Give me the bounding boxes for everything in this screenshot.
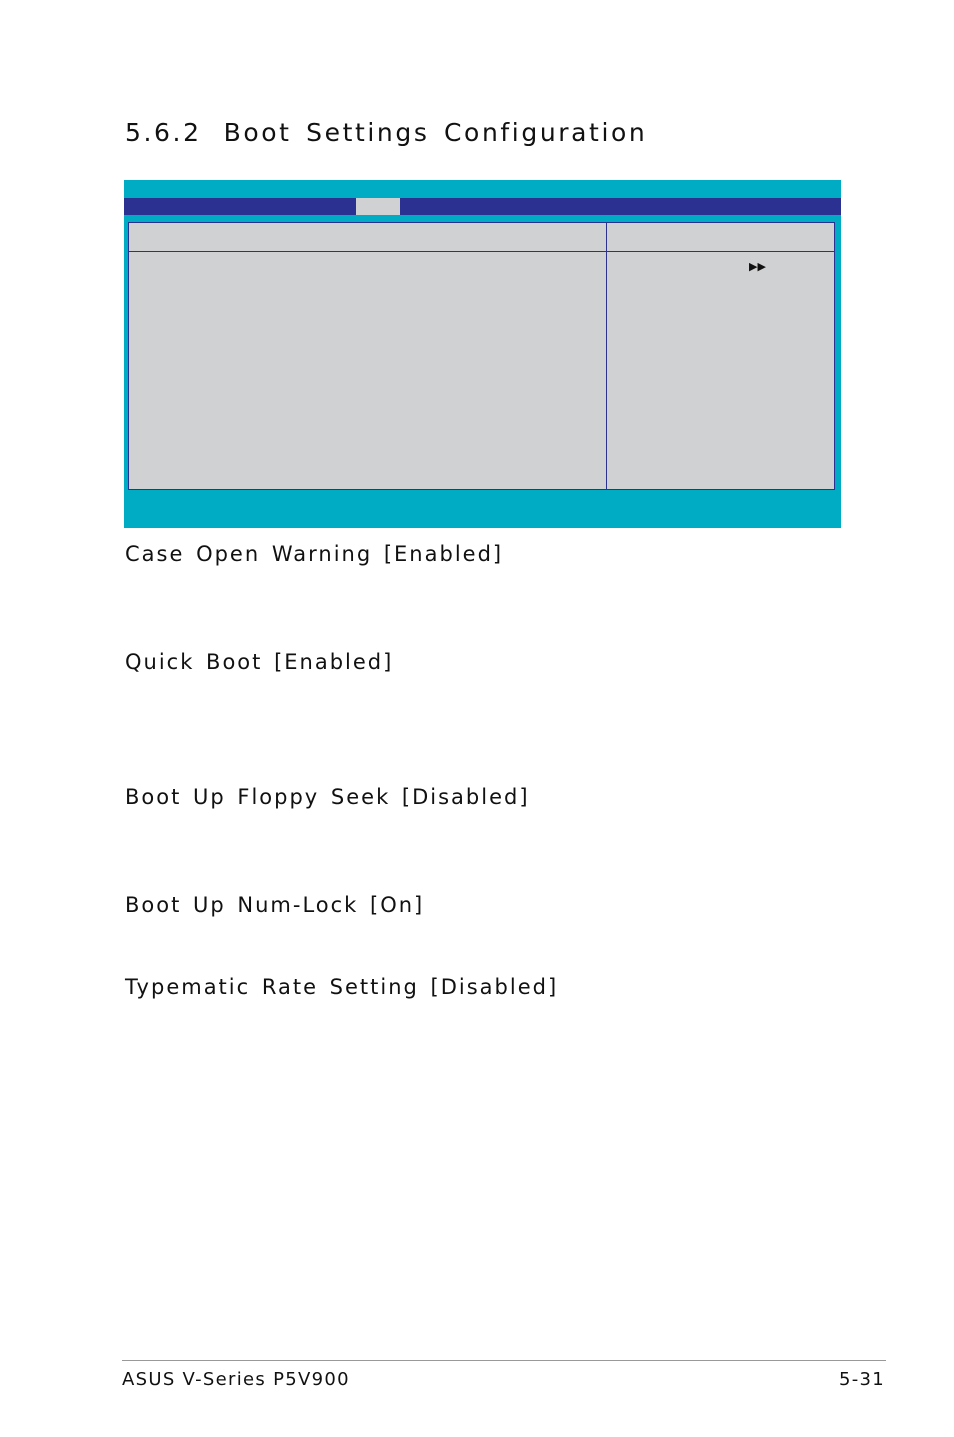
setting-typematic-rate: Typematic Rate Setting [Disabled] (125, 975, 559, 999)
setting-case-open-warning: Case Open Warning [Enabled] (125, 542, 504, 566)
bios-screenshot (124, 180, 841, 528)
bios-column-divider (606, 223, 607, 489)
double-right-arrow-icon: ▶▶ (749, 260, 766, 273)
footer-product: ASUS V-Series P5V900 (122, 1369, 350, 1390)
setting-boot-up-num-lock: Boot Up Num-Lock [On] (125, 893, 425, 917)
bios-active-tab (356, 198, 400, 215)
section-number: 5.6.2 (125, 118, 202, 147)
footer-divider (122, 1360, 886, 1361)
section-title (125, 118, 647, 147)
setting-boot-up-floppy-seek: Boot Up Floppy Seek [Disabled] (125, 785, 530, 809)
section-title-text: Boot Settings Configuration (223, 118, 648, 147)
footer-page-number: 5-31 (838, 1369, 885, 1390)
bios-menu-bar (124, 198, 841, 215)
bios-panel (128, 222, 835, 490)
setting-quick-boot: Quick Boot [Enabled] (125, 650, 394, 674)
bios-header-divider (129, 251, 834, 252)
